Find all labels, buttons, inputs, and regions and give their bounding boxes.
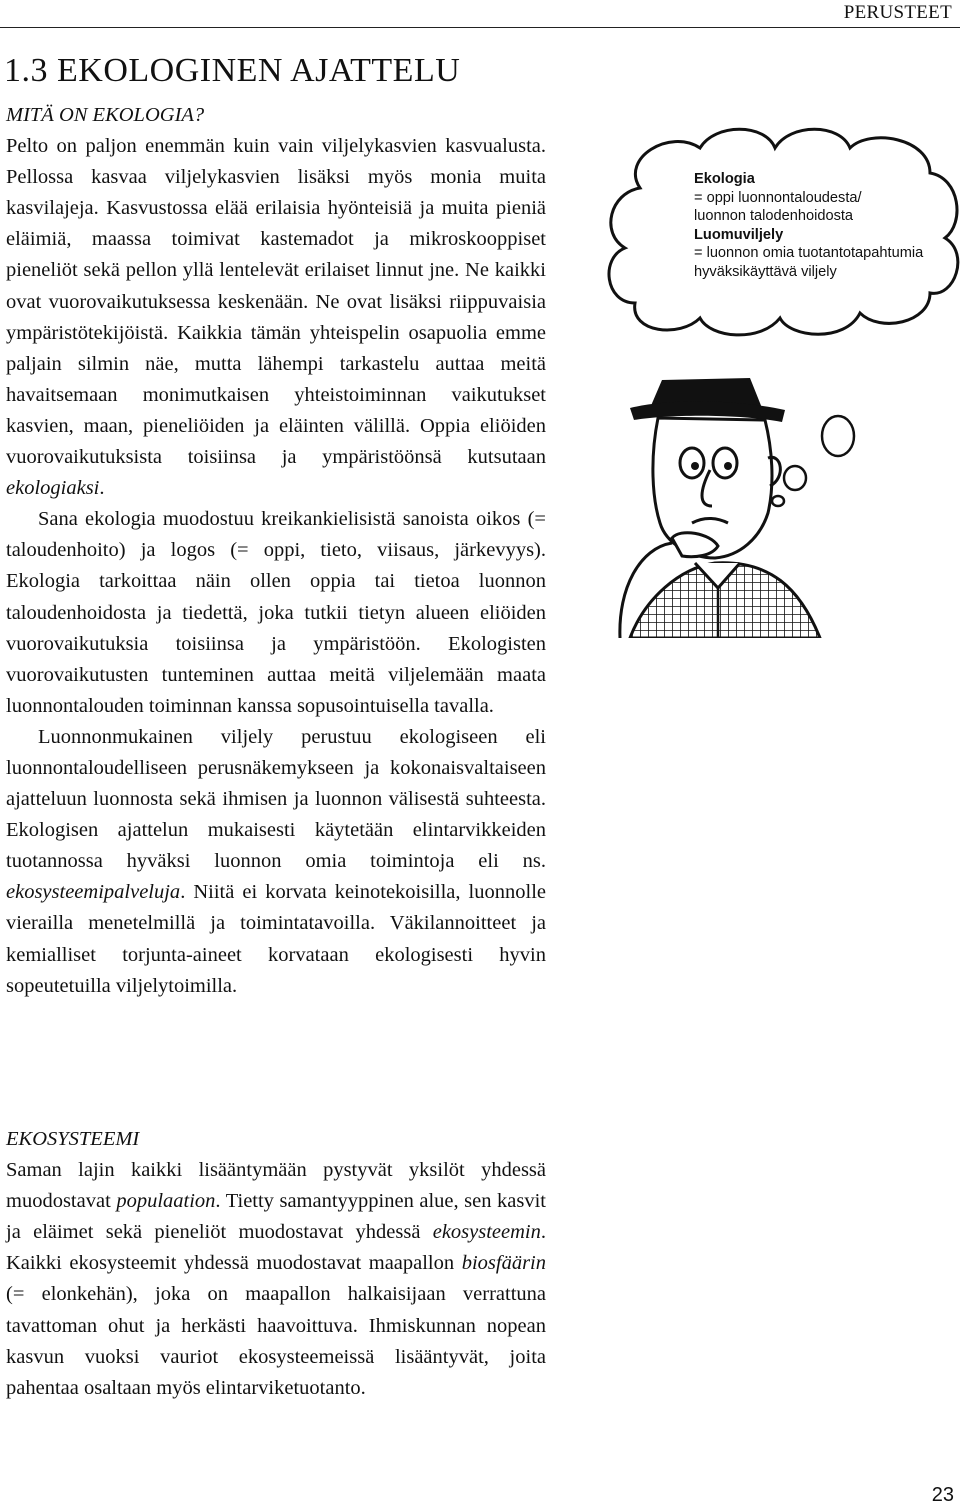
chapter-title: 1.3 EKOLOGINEN AJATTELU (4, 52, 461, 89)
definition-box (694, 170, 956, 282)
section-ekosysteemi (6, 1124, 546, 1404)
left-eye (680, 448, 704, 478)
paragraph: Pelto on paljon enemmän kuin vain viljelykasvien kasvualusta. Pellossa kasvaa viljelykasvien lisäksi myös monia muita kasvilajeja. Kasvustossa elää erilaisia hyönteisiä ja muita pieniä eläimiä, maassa toimivat kastemadot ja mikroskooppiset pieneliöt sekä pellon yllä lentelevät erilaiset linnut jne. Ne kaikki ovat vuorovaikutuksessa keskenään. Ne ovat lisäksi riippuvaisia ympäristötekijöistä. Kaikkia tämän yhteispelin osapuolia emme paljain silmin näe, mutta lähempi tarkastelu auttaa meitä havaitsemaan monimutkaisen yhteistoiminnan vaikutukset kasvien, maan, pieneliöiden ja eläinten välillä. Oppia eliöiden vuorovaikutuksista toisiinsa ja ympäristöönsä kutsutaan ekologiaksi. (6, 135, 546, 500)
thought-bubble (772, 496, 784, 506)
section-heading: EKOSYSTEEMI (6, 1128, 140, 1150)
term-ekologia: Ekologia (694, 171, 755, 187)
page-number: 23 (931, 1484, 954, 1506)
term-luomuviljely: Luomuviljely (694, 226, 784, 243)
thought-bubble (784, 466, 806, 490)
section-ekologia (6, 100, 546, 1002)
running-header: PERUSTEET (843, 2, 952, 23)
definition-line: hyväksikäyttävä viljely (694, 263, 837, 280)
head (653, 418, 772, 558)
header-rule (0, 27, 960, 28)
definition-line: = luonnon omia tuotantotapahtumia (694, 245, 924, 262)
term: ekosysteemipalveluja (6, 881, 181, 904)
term: populaation (116, 1190, 216, 1213)
paragraph: Sana ekologia muodostuu kreikankielisistä sanoista oikos (= taloudenhoito) ja logos (= oppi, tieto, viisaus, järkevyys). Ekologia tarkoittaa näin ollen oppia tai tietoa luonnon taloudenhoidosta ja tiedettä, joka tutkii tietyn alueen eliöiden vuorovaikutuksia toisiinsa ja ympäristöön. Ekologisten vuorovaikutusten tunteminen auttaa meitä viljelemään maata luonnontalouden toiminnan kanssa sopusointuisella tavalla. (6, 508, 546, 717)
definition-line: luonnon talodenhoidosta (694, 208, 854, 225)
left-pupil (691, 462, 699, 470)
right-pupil (724, 462, 732, 470)
right-eye (713, 448, 737, 478)
term: ekosysteemin (432, 1221, 541, 1244)
definition-line: = oppi luonnontaloudesta/ (694, 189, 862, 206)
term: ekologiaksi (6, 477, 100, 500)
thought-bubble (822, 416, 854, 456)
paragraph: Saman lajin kaikki lisääntymään pystyvät yksilöt yhdessä muodostavat populaation. Tietty samantyyppinen alue, sen kasvit ja eläimet sekä pieneliöt muodostavat yhdessä ekosysteemin. Kaikki ekosysteemit yhdessä muodostavat maapallon biosfäärin (= elonkehän), joka on maapallon halkaisijaan verrattuna tavattoman ohut ja herkästi haavoittuva. Ihmiskunnan nopean kasvun vuoksi vauriot ekosysteemeissä lisääntyvät, joita pahentaa osaltaan myös elintarviketuotanto. (6, 1159, 547, 1399)
term: biosfäärin (461, 1252, 546, 1275)
section-heading: MITÄ ON EKOLOGIA? (6, 104, 205, 126)
paragraph: Luonnonmukainen viljely perustuu ekologiseen eli luonnontaloudelliseen perusnäkemykseen ja kokonaisvaltaiseen ajatteluun luonnosta sekä ihmisen ja luonnon välisestä suhteesta. Ekologisen ajattelun mukaisesti käytetään elintarvikkeiden tuotannossa hyväksi luonnon omia toimintoja eli ns. ekosysteemipalveluja. Niitä ei korvata keinotekoisilla, luonnolle vierailla menetelmillä ja toimintatavoilla. Väkilannoitteet ja kemialliset torjunta-aineet korvataan ekologisesti hyvin sopeutetuilla viljelytoimilla. (6, 725, 546, 997)
